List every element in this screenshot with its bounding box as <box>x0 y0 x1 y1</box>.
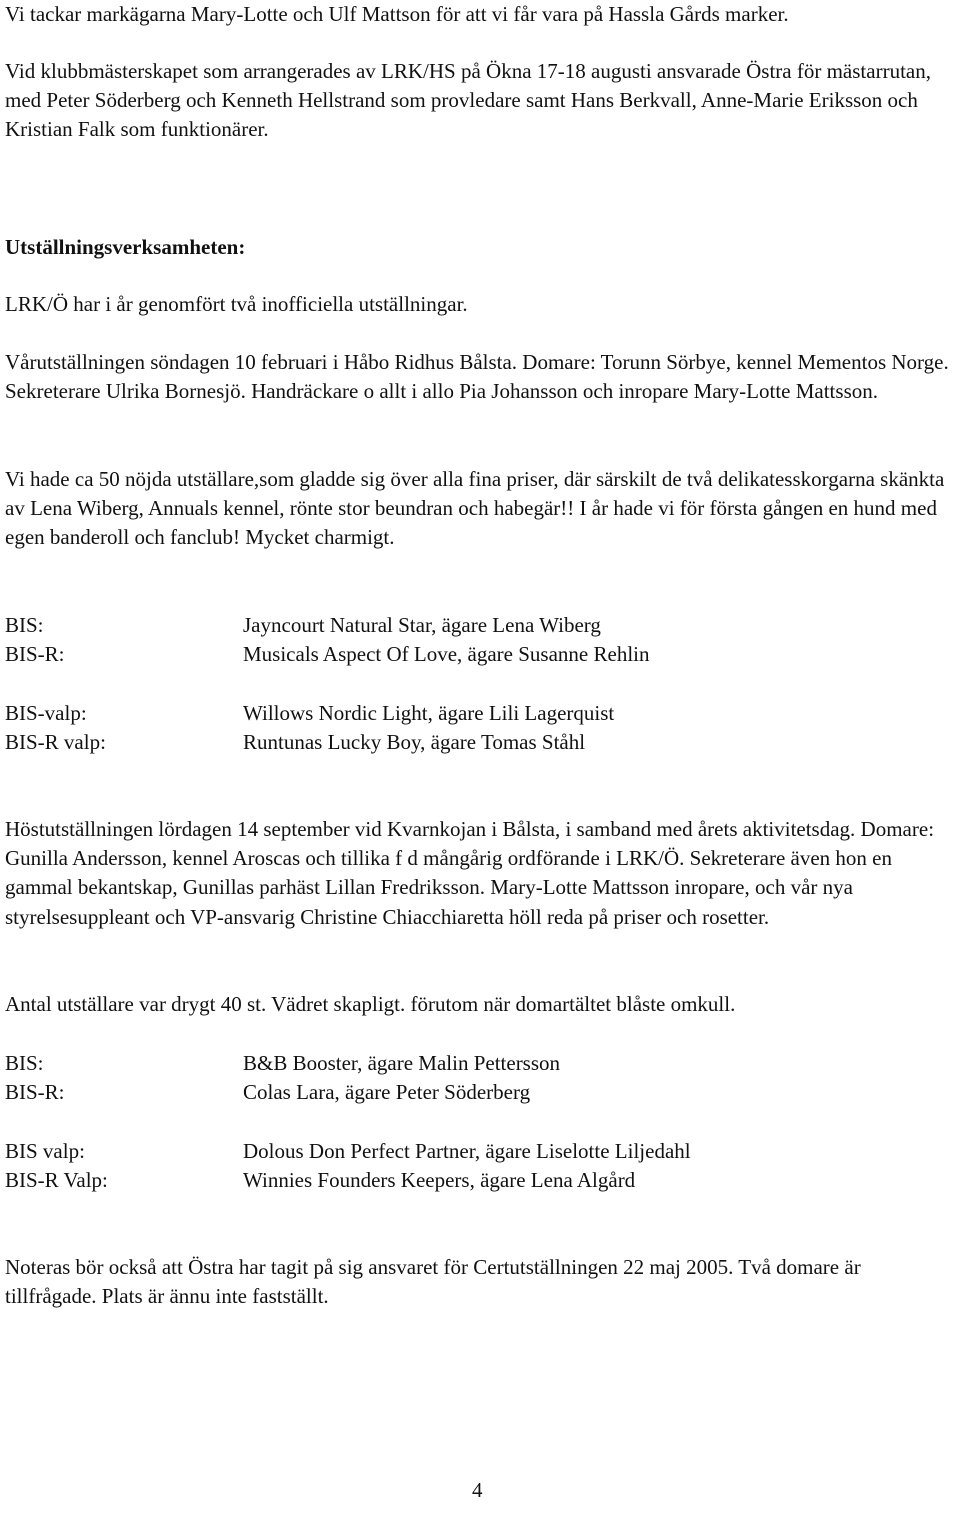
award-label: BIS-R valp: <box>5 730 106 754</box>
award-label: BIS: <box>5 1051 44 1075</box>
award-value: Colas Lara, ägare Peter Söderberg <box>243 1080 531 1104</box>
award-value: Musicals Aspect Of Love, ägare Susanne Rehlin <box>243 642 650 666</box>
autumn-exhibition-notes: Antal utställare var drygt 40 st. Vädret skapligt. förutom när domartältet blåste omkull. <box>5 992 736 1016</box>
award-value: Runtunas Lucky Boy, ägare Tomas Ståhl <box>243 730 586 754</box>
award-value: Willows Nordic Light, ägare Lili Lagerquist <box>243 701 615 725</box>
award-label: BIS-R: <box>5 642 65 666</box>
spring-exhibition-notes: Vi hade ca 50 nöjda utställare,som gladde sig över alla fina priser, där särskilt de två delikatesskorgarna skänkta av Lena Wiberg, Annuals kennel, rönte stor beundran och habegär!! I år hade vi för första gången en hund med egen banderoll och fanclub! Mycket charmigt. <box>5 467 945 550</box>
exhibitions-summary: LRK/Ö har i år genomfört två inofficiella utställningar. <box>5 292 468 316</box>
award-value: Jayncourt Natural Star, ägare Lena Wiberg <box>243 613 601 637</box>
spring-exhibition-description: Vårutställningen söndagen 10 februari i Håbo Ridhus Bålsta. Domare: Torunn Sörbye, kennel Mementos Norge. Sekreterare Ulrika Bornesjö. Handräckare o allt i allo Pia Johansson och inropare Mary-Lotte Mattsson. <box>5 350 949 404</box>
award-value: Winnies Founders Keepers, ägare Lena Algård <box>243 1168 636 1192</box>
club-championship-paragraph: Vid klubbmästerskapet som arrangerades av LRK/HS på Ökna 17-18 augusti ansvarade Östra för mästarrutan, med Peter Söderberg och Kenneth Hellstrand som provledare samt Hans Berkvall, Anne-Marie Eriksson och Kristian Falk som funktionärer. <box>5 59 931 142</box>
autumn-exhibition-description: Höstutställningen lördagen 14 september vid Kvarnkojan i Bålsta, i samband med årets aktivitetsdag. Domare: Gunilla Andersson, kennel Aroscas och tillika f d mångårig ordförande i LRK/Ö. Sekreterare även hon en gammal bekantskap, Gunillas parhäst Lillan Fredriksson. Mary-Lotte Mattsson inropare, och vår nya styrelsesuppleant och VP-ansvarig Christine Chiacchiaretta höll reda på priser och rosetter. <box>5 817 935 929</box>
exhibitions-heading: Utställningsverksamheten: <box>5 235 246 259</box>
intro-thanks-paragraph: Vi tackar markägarna Mary-Lotte och Ulf Mattson för att vi får vara på Hassla Gårds marker. <box>5 2 789 26</box>
award-label: BIS-R: <box>5 1080 65 1104</box>
award-value: B&B Booster, ägare Malin Pettersson <box>243 1051 561 1075</box>
award-label: BIS: <box>5 613 44 637</box>
page-number: 4 <box>472 1478 483 1502</box>
award-label: BIS-R Valp: <box>5 1168 108 1192</box>
award-value: Dolous Don Perfect Partner, ägare Liselotte Liljedahl <box>243 1139 691 1163</box>
award-label: BIS-valp: <box>5 701 87 725</box>
closing-paragraph: Noteras bör också att Östra har tagit på sig ansvaret för Certutställningen 22 maj 2005. Två domare är tillfrågade. Plats är ännu inte fastställt. <box>5 1255 861 1309</box>
award-label: BIS valp: <box>5 1139 85 1163</box>
